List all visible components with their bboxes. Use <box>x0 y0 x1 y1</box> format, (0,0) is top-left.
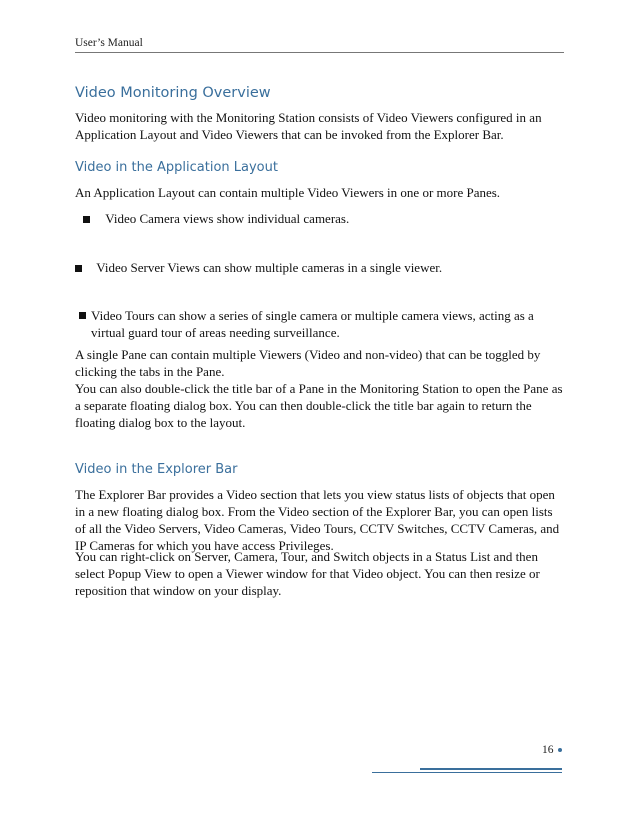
app-layout-paragraph-1: A single Pane can contain multiple Viewers (Video and non-video) that can be toggled by clicking the tabs in the Pane. <box>75 347 541 379</box>
explorer-bar-paragraph-2: You can right-click on Server, Camera, Tour, and Switch objects in a Status List and then select Popup View to open a Viewer window for that Video object. You can then resize or reposition that window on your display. <box>75 549 540 598</box>
footer-rule <box>420 768 562 770</box>
square-bullet-icon <box>75 265 82 272</box>
footer-rule <box>372 772 562 773</box>
app-layout-paragraph-2: You can also double-click the title bar of a Pane in the Monitoring Station to open the Pane as a separate floating dialog box. You can then double-click the title bar again to return the floating dialog box to the layout. <box>75 381 563 430</box>
explorer-bar-heading: Video in the Explorer Bar <box>75 462 238 477</box>
bullet-text: Video Tours can show a series of single camera or multiple camera views, acting as a virtual guard tour of areas needing surveillance. <box>91 308 534 340</box>
explorer-bar-paragraph-1: The Explorer Bar provides a Video section that lets you view status lists of objects that open in a new floating dialog box. From the Video section of the Explorer Bar, you can open lists of all the Video Servers, Video Cameras, Video Tours, CCTV Switches, CCTV Cameras, and IP Cameras for which you have access Privileges. <box>75 487 560 553</box>
bullet-item <box>83 210 349 227</box>
page-number: 16 <box>542 744 554 756</box>
app-layout-heading: Video in the Application Layout <box>75 160 278 175</box>
bullet-text: Video Server Views can show multiple cameras in a single viewer. <box>96 260 443 275</box>
bullet-text: Video Camera views show individual cameras. <box>105 211 350 226</box>
section-intro: Video monitoring with the Monitoring Station consists of Video Viewers configured in an Application Layout and Video Viewers that can be invoked from the Explorer Bar. <box>75 110 542 142</box>
header-rule <box>75 52 564 53</box>
app-layout-intro: An Application Layout can contain multiple Video Viewers in one or more Panes. <box>75 185 501 200</box>
bullet-dot-icon <box>558 748 562 752</box>
running-header: User’s Manual <box>75 37 143 49</box>
square-bullet-icon <box>83 216 90 223</box>
square-bullet-icon <box>79 312 86 319</box>
bullet-item <box>75 259 442 276</box>
bullet-item <box>79 307 563 341</box>
section-title: Video Monitoring Overview <box>75 85 271 101</box>
